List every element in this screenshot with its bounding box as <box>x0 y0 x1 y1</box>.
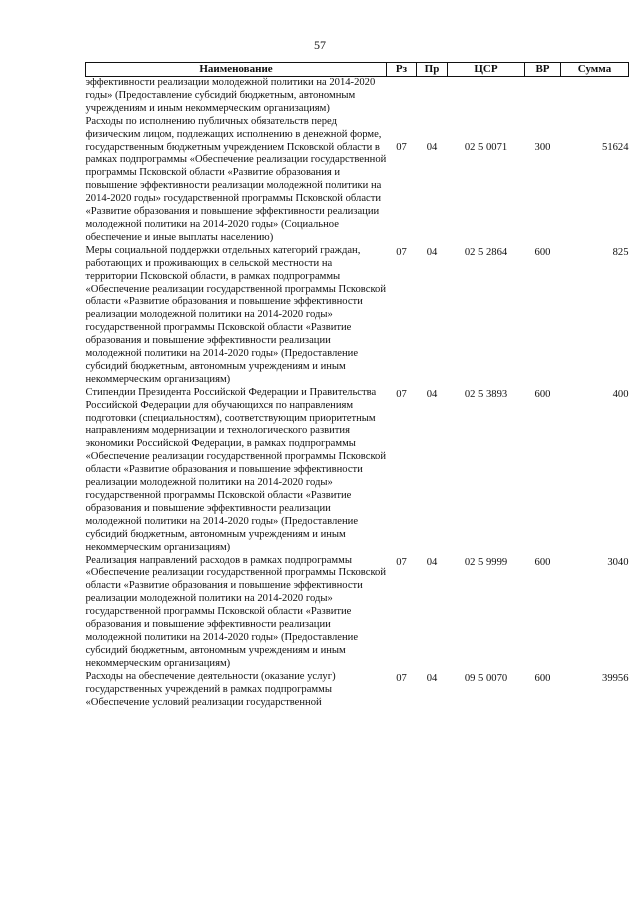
row-csr: 02 5 3893 <box>464 388 508 400</box>
header-rz: Рз <box>387 63 417 77</box>
row-csr: 02 5 9999 <box>464 556 508 568</box>
row-pr: 04 <box>426 246 438 258</box>
table-header-row <box>86 63 629 77</box>
header-vr: ВР <box>525 63 561 77</box>
row-name: Расходы по исполнению публичных обязательств перед физическим лицом, подлежащих исполнению в денежной форме, государственным бюджетным учреждением Псковской области в рамках подпрограммы «Обеспечение реализации государственной программы Псковской области «Развитие образования и повышение эффективности реализации молодежной политики на 2014-2020 годы» государственной программы Псковской области «Развитие образования и повышение эффективности реализации молодежной политики на 2014-2020 годы» (Социальное обеспечение и иные выплаты населению) <box>85 115 387 243</box>
row-csr: 02 5 2864 <box>464 246 508 258</box>
row-pr: 04 <box>426 388 438 400</box>
row-csr <box>448 77 525 116</box>
table-row <box>86 555 629 671</box>
row-name: эффективности реализации молодежной политики на 2014-2020 годы» (Предоставление субсидий бюджетным, автономным учреждениям и иным некоммерческим организациям) <box>85 77 376 114</box>
row-name: Расходы на обеспечение деятельности (оказание услуг) государственных учреждений в рамках подпрограммы «Обеспечение условий реализации государственной <box>85 670 336 708</box>
row-rz: 07 <box>396 672 407 684</box>
row-rz: 07 <box>396 388 407 400</box>
row-csr: 02 5 0071 <box>464 141 508 153</box>
row-sum: 825 <box>612 246 629 258</box>
row-pr: 04 <box>426 556 438 568</box>
row-vr: 600 <box>534 388 551 400</box>
row-vr: 600 <box>534 556 551 568</box>
page-number: 57 <box>314 38 326 52</box>
budget-table <box>85 62 629 709</box>
row-sum <box>561 77 629 116</box>
row-pr <box>417 77 448 116</box>
row-vr: 600 <box>534 246 551 258</box>
table-row <box>86 671 629 710</box>
table-row <box>86 77 629 116</box>
row-pr: 04 <box>426 141 438 153</box>
table-row <box>86 116 629 245</box>
row-vr: 600 <box>534 672 551 684</box>
row-sum: 51624 <box>602 141 629 153</box>
row-name: Стипендии Президента Российской Федерации и Правительства Российской Федерации для обучающихся по направлениям подготовки (специальностям), соответствующим приоритетным направлениям модернизации и технологического развития экономики Российской Федерации, в рамках подпрограммы «Обеспечение реализации государственной программы Псковской области «Развитие образования и повышение эффективности реализации молодежной политики на 2014-2020 годы» государственной программы Псковской области «Развитие образования и повышение эффективности реализации молодежной политики на 2014-2020 годы» (Предоставление субсидий бюджетным, автономным учреждениям и иным некоммерческим организациям) <box>85 386 387 553</box>
row-csr: 09 5 0070 <box>464 672 508 684</box>
row-name: Меры социальной поддержки отдельных категорий граждан, работающих и проживающих в сельской местности на территории Псковской области, в рамках подпрограммы «Обеспечение реализации государственной программы Псковской области «Развитие образования и повышение эффективности реализации молодежной политики на 2014-2020 годы» государственной программы Псковской области «Развитие образования и повышение эффективности реализации молодежной политики на 2014-2020 годы» (Предоставление субсидий бюджетным, автономным учреждениям и иным некоммерческим организациям) <box>85 244 387 385</box>
header-sum: Сумма <box>561 63 629 77</box>
header-csr: ЦСР <box>448 63 525 77</box>
row-vr <box>525 77 561 116</box>
row-rz <box>387 77 417 116</box>
header-pr: Пр <box>417 63 448 77</box>
row-vr: 300 <box>534 141 551 153</box>
row-sum: 400 <box>612 388 629 400</box>
row-sum: 39956 <box>602 672 629 684</box>
row-rz: 07 <box>396 246 407 258</box>
table-row <box>86 245 629 387</box>
row-name: Реализация направлений расходов в рамках подпрограммы «Обеспечение реализации государственной программы Псковской области «Развитие образования и повышение эффективности реализации молодежной политики на 2014-2020 годы» государственной программы Псковской области «Развитие образования и повышение эффективности реализации молодежной политики на 2014-2020 годы» (Предоставление субсидий бюджетным, автономным учреждениям и иным некоммерческим организациям) <box>85 554 387 669</box>
row-rz: 07 <box>396 141 407 153</box>
row-rz: 07 <box>396 556 407 568</box>
row-pr: 04 <box>426 672 438 684</box>
header-name: Наименование <box>86 63 387 77</box>
table-row <box>86 387 629 555</box>
row-sum: 3040 <box>607 556 629 568</box>
